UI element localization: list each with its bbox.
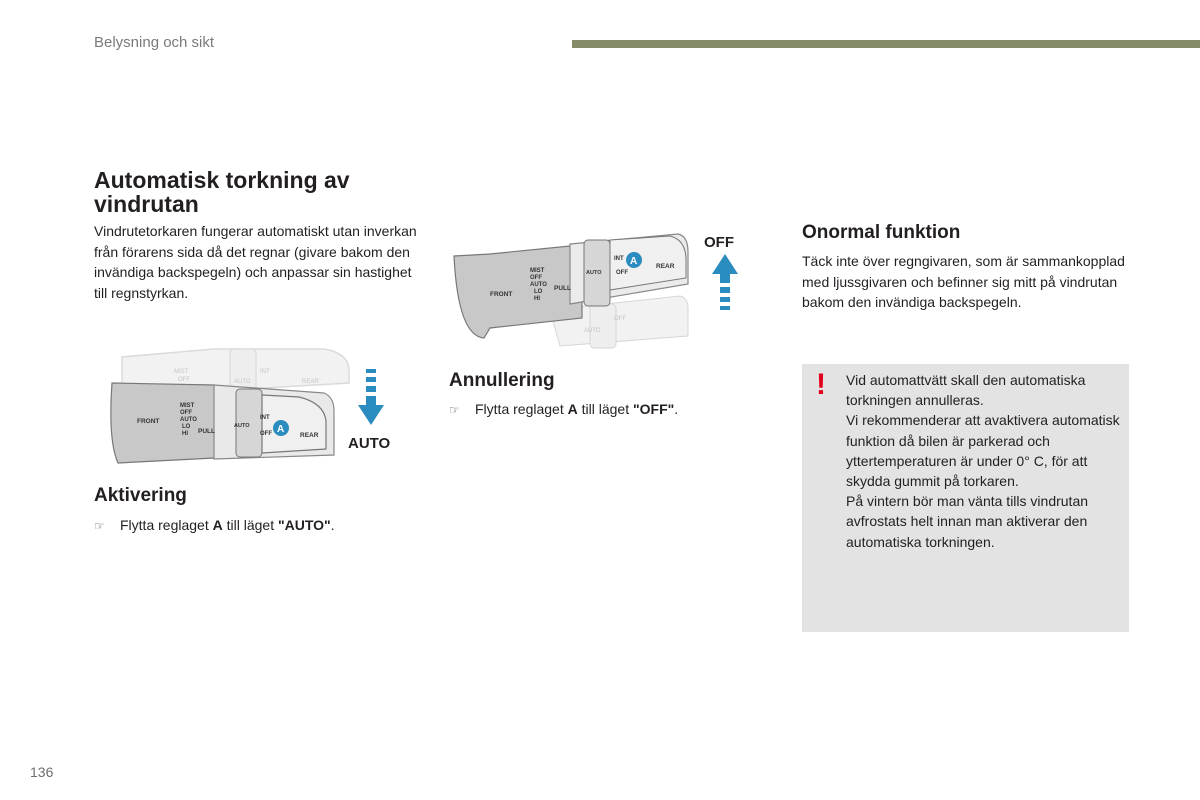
malfunction-paragraph: Täck inte över regngivaren, som är sammankopplad med ljussgivaren och befinner sig mitt på vindrutan bakom den invändiga backspegeln. <box>802 253 1125 310</box>
arrow-up-icon <box>712 254 738 310</box>
label-rear: REAR <box>656 263 675 270</box>
label-auto: AUTO <box>180 417 197 423</box>
warning-box <box>802 364 1129 632</box>
hand-pointer-icon: ☞ <box>449 403 460 417</box>
activation-middle: till läget <box>222 517 278 533</box>
cancel-instruction <box>449 399 678 420</box>
warning-text <box>846 370 1124 552</box>
page-title: Automatisk torkning av vindrutan <box>94 167 350 217</box>
cancel-prefix: Flytta reglaget <box>475 401 568 417</box>
warning-line: På vintern bör man vänta tills vindrutan avfrostats helt innan man aktiverar den automatiska torkningen. <box>846 493 1089 550</box>
intro-paragraph: Vindrutetorkaren fungerar automatiskt utan inverkan från förarens sida då det regnar (givare bakom den invändiga backspegeln) och anpassar sin hastighet till regnstyrkan. <box>94 223 417 301</box>
heading-cancel: Annullering <box>449 370 555 391</box>
section-header: Belysning och sikt <box>94 34 215 51</box>
label-auto-ring: AUTO <box>234 423 250 429</box>
ghost-label-auto: AUTO <box>234 379 251 385</box>
activation-position: "AUTO" <box>277 517 331 533</box>
heading-malfunction: Onormal funktion <box>802 222 961 243</box>
label-off-ring: OFF <box>260 431 272 437</box>
arrow-down-icon <box>358 369 384 425</box>
page-number: 136 <box>30 764 54 780</box>
label-int: INT <box>260 415 270 421</box>
target-label-auto: AUTO <box>348 435 391 452</box>
main-stalk <box>111 383 334 463</box>
wiper-stalk-off-figure <box>450 226 750 354</box>
label-off: OFF <box>180 410 192 416</box>
label-front: FRONT <box>137 418 160 425</box>
heading-activation: Aktivering <box>94 485 187 506</box>
exclamation-icon: ! <box>816 368 826 401</box>
ghost-label-int: INT <box>260 369 270 375</box>
activation-suffix: . <box>330 517 335 533</box>
label-pull: PULL <box>198 428 215 435</box>
hand-pointer-icon: ☞ <box>94 519 105 533</box>
cancel-suffix: . <box>674 401 679 417</box>
label-hi: HI <box>182 431 188 437</box>
activation-instruction <box>94 515 335 536</box>
ghost-label-auto: AUTO <box>584 328 601 334</box>
ghost-label-rear: REAR <box>302 379 319 385</box>
label-off-ring: OFF <box>616 270 628 276</box>
label-front: FRONT <box>490 291 513 298</box>
label-rear: REAR <box>300 432 319 439</box>
header-accent-bar <box>572 40 1200 48</box>
activation-prefix: Flytta reglaget <box>120 517 213 533</box>
label-int: INT <box>614 256 624 262</box>
warning-line: Vi rekommenderar att avaktivera automatisk funktion då bilen är parkerad och yttertemperaturen är under 0° C, för att skydda gummit på torkaren. <box>846 412 1120 490</box>
label-auto-ring: AUTO <box>586 270 602 276</box>
wiper-stalk-auto-figure <box>94 345 404 470</box>
cancel-control: A <box>567 401 578 417</box>
label-hi: HI <box>534 296 540 302</box>
target-label-off: OFF <box>704 234 734 251</box>
label-auto: AUTO <box>530 282 547 288</box>
label-pull: PULL <box>554 285 571 292</box>
control-a-letter: A <box>630 256 638 267</box>
activation-control: A <box>212 517 223 533</box>
cancel-middle: till läget <box>577 401 633 417</box>
label-lo: LO <box>182 424 191 430</box>
ghost-label-off: OFF <box>614 316 626 322</box>
ghost-label-off: OFF <box>178 377 190 383</box>
ghost-label-mist: MIST <box>174 369 189 375</box>
label-off: OFF <box>530 275 542 281</box>
label-lo: LO <box>534 289 543 295</box>
control-a-letter: A <box>277 424 285 435</box>
label-mist: MIST <box>530 268 545 274</box>
cancel-position: "OFF" <box>632 401 675 417</box>
label-mist: MIST <box>180 403 195 409</box>
warning-line: Vid automattvätt skall den automatiska torkningen annulleras. <box>846 372 1086 409</box>
